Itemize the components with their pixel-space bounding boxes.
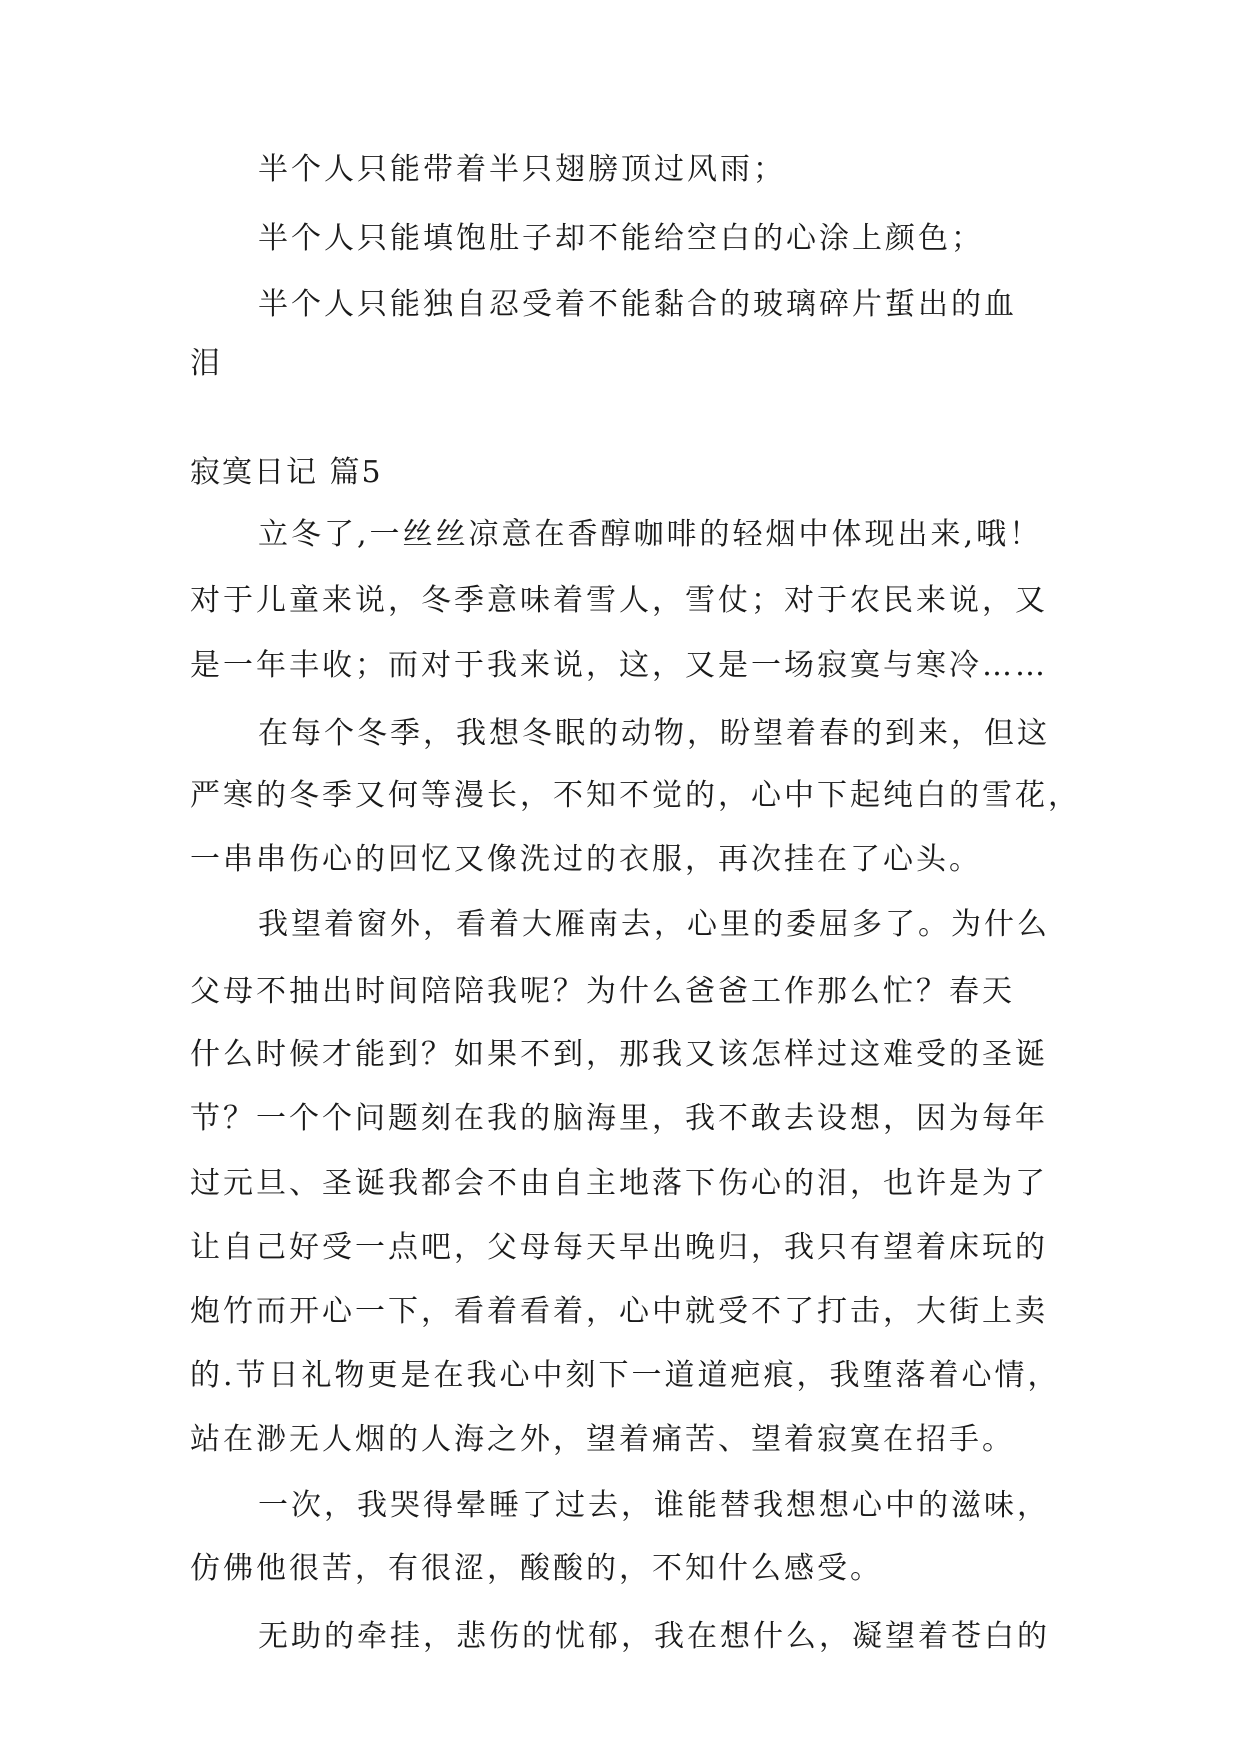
paragraph-line: 让自己好受一点吧，父母每天早出晚归，我只有望着床玩的 <box>190 1230 1048 1265</box>
paragraph-line: 一串串伤心的回忆又像洗过的衣服，再次挂在了心头。 <box>190 842 982 877</box>
paragraph-line: 对于儿童来说，冬季意味着雪人，雪仗；对于农民来说，又 <box>190 583 1048 618</box>
poem-line: 半个人只能填饱肚子却不能给空白的心涂上颜色； <box>258 221 984 256</box>
paragraph-line: 我望着窗外，看着大雁南去，心里的委屈多了。为什么 <box>258 907 1050 942</box>
poem-line: 半个人只能独自忍受着不能黏合的玻璃碎片蜇出的血 <box>258 287 1017 322</box>
poem-line: 泪 <box>190 346 223 381</box>
paragraph-line: 什么时候才能到？如果不到，那我又该怎样过这难受的圣诞 <box>190 1037 1048 1072</box>
paragraph-line: 一次，我哭得晕睡了过去，谁能替我想想心中的滋味， <box>258 1488 1050 1523</box>
paragraph-line: 过元旦、圣诞我都会不由自主地落下伤心的泪，也许是为了 <box>190 1166 1048 1201</box>
paragraph-line: 严寒的冬季又何等漫长，不知不觉的，心中下起纯白的雪花， <box>190 778 1081 813</box>
paragraph-line: 炮竹而开心一下，看着看着，心中就受不了打击，大街上卖 <box>190 1294 1048 1329</box>
paragraph-line: 是一年丰收；而对于我来说，这，又是一场寂寞与寒冷…… <box>190 648 1048 683</box>
paragraph-line: 在每个冬季，我想冬眠的动物，盼望着春的到来，但这 <box>258 716 1050 751</box>
paragraph-line: 的.节日礼物更是在我心中刻下一道道疤痕，我堕落着心情， <box>190 1358 1061 1393</box>
poem-line: 半个人只能带着半只翅膀顶过风雨； <box>258 152 786 187</box>
paragraph-line: 站在渺无人烟的人海之外，望着痛苦、望着寂寞在招手。 <box>190 1422 1015 1457</box>
paragraph-line: 无助的牵挂，悲伤的忧郁，我在想什么，凝望着苍白的 <box>258 1619 1050 1654</box>
section-title: 寂寞日记 篇5 <box>190 455 383 490</box>
paragraph-line: 仿佛他很苦，有很涩，酸酸的，不知什么感受。 <box>190 1551 883 1586</box>
paragraph-line: 父母不抽出时间陪陪我呢？为什么爸爸工作那么忙？春天 <box>190 974 1015 1009</box>
paragraph-line: 立冬了,一丝丝凉意在香醇咖啡的轻烟中体现出来,哦！ <box>258 517 1043 552</box>
paragraph-line: 节？一个个问题刻在我的脑海里，我不敢去设想，因为每年 <box>190 1101 1048 1136</box>
